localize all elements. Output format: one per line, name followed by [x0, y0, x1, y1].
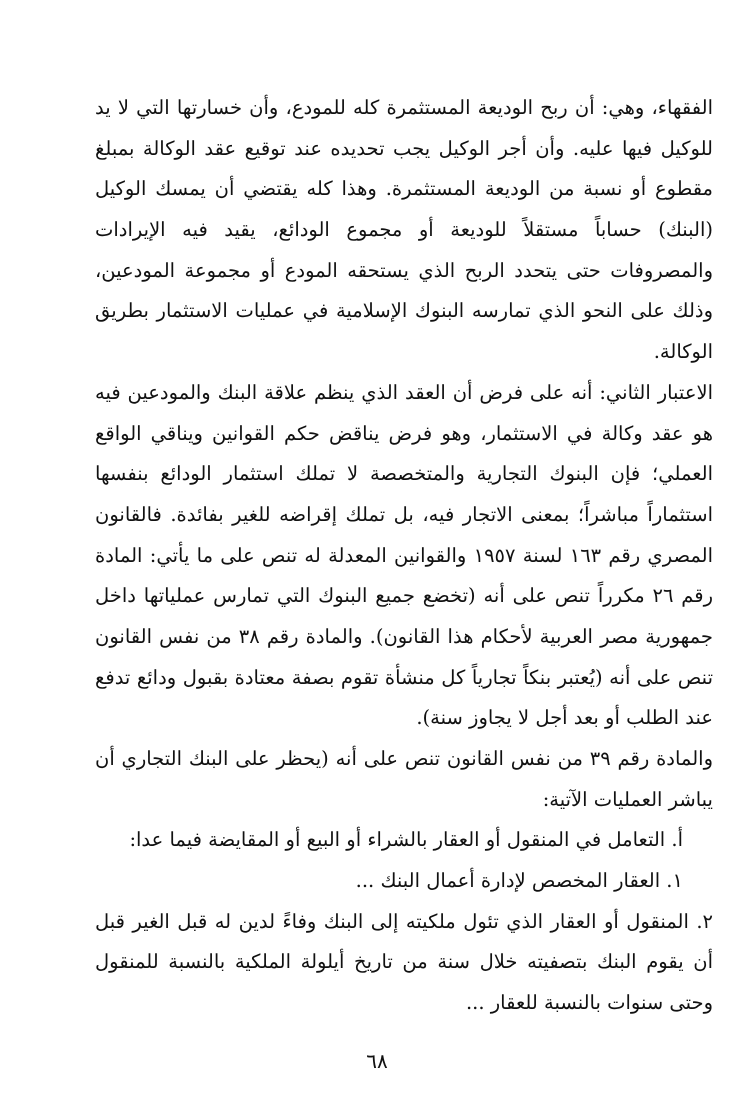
text-line: يباشر العمليات الآتية:: [542, 787, 713, 811]
text-line: الوكالة.: [653, 340, 713, 364]
text-line: للوكيل فيها عليه. وأن أجر الوكيل يجب تحديده عند توقيع عقد الوكالة بمبلغ: [95, 136, 713, 160]
text-line: استثماراً مباشراً؛ بمعنى الاتجار فيه، بل تملك إقراضه للغير بفائدة. فالقانون: [95, 502, 713, 526]
text-line: المصري رقم ١٦٣ لسنة ١٩٥٧ والقوانين المعدلة له تنص على ما يأتي: المادة: [95, 543, 713, 567]
text-line: ١. العقار المخصص لإدارة أعمال البنك ...: [355, 869, 683, 893]
text-line: أ. التعامل في المنقول أو العقار بالشراء أو البيع أو المقايضة فيما عدا:: [129, 828, 683, 852]
text-line: رقم ٢٦ مكرراً تنص على أنه (تخضع جميع البنوك التي تمارس عملياتها داخل: [95, 584, 713, 608]
text-line: وذلك على النحو الذي تمارسه البنوك الإسلامية في عمليات الاستثمار بطريق: [95, 299, 713, 323]
page-number: ٦٨: [366, 1049, 388, 1073]
text-line: الفقهاء، وهي: أن ربح الوديعة المستثمرة كله للمودع، وأن خسارتها التي لا يد: [95, 96, 713, 119]
text-line: جمهورية مصر العربية لأحكام هذا القانون). والمادة رقم ٣٨ من نفس القانون: [95, 624, 713, 648]
text-line: والمادة رقم ٣٩ من نفس القانون تنص على أنه (يحظر على البنك التجاري أن: [95, 747, 713, 770]
text-line: أن يقوم البنك بتصفيته خلال سنة من تاريخ أيلولة الملكية بالنسبة للمنقول: [95, 950, 713, 974]
text-line: ٢. المنقول أو العقار الذي تئول ملكيته إلى البنك وفاءً لدين له قبل الغير قبل: [95, 909, 713, 933]
page-body-text: [95, 88, 713, 1024]
text-line: هو عقد وكالة في الاستثمار، وهو فرض يناقض حكم القوانين ويناقي الواقع: [95, 421, 713, 445]
text-line: العملي؛ فإن البنوك التجارية والمتخصصة لا تملك استثمار الودائع بنفسها: [95, 462, 713, 486]
text-line: وحتى سنوات بالنسبة للعقار ...: [465, 991, 713, 1015]
text-line: والمصروفات حتى يتحدد الربح الذي يستحقه المودع أو مجموعة المودعين،: [95, 258, 713, 282]
text-line: تنص على أنه (يُعتبر بنكاً تجارياً كل منشأة تقوم بصفة معتادة بقبول ودائع تدفع: [95, 665, 713, 689]
text-line: (البنك) حساباً مستقلاً للوديعة أو مجموع الودائع، يقيد فيه الإيرادات: [95, 218, 713, 242]
text-line: الاعتبار الثاني: أنه على فرض أن العقد الذي ينظم علاقة البنك والمودعين فيه: [95, 380, 713, 404]
text-line: عند الطلب أو بعد أجل لا يجاوز سنة).: [416, 706, 713, 730]
text-line: مقطوع أو نسبة من الوديعة المستثمرة. وهذا كله يقتضي أن يمسك الوكيل: [95, 177, 713, 201]
